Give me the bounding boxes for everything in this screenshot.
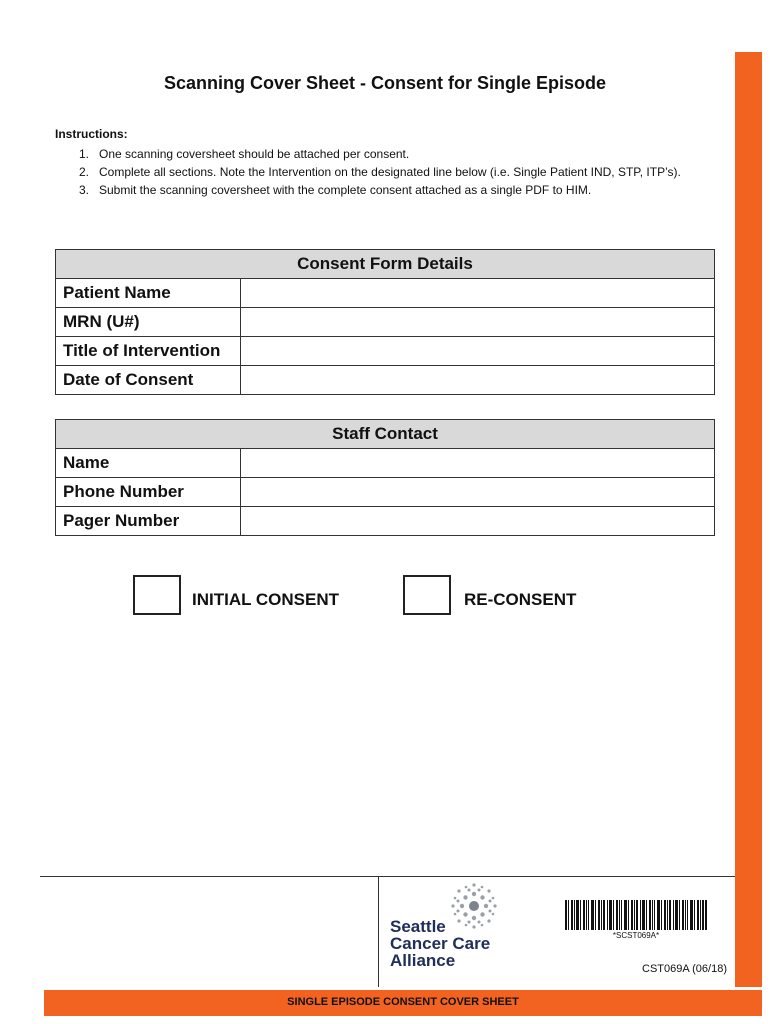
page-title: Scanning Cover Sheet - Consent for Single Episode bbox=[163, 73, 607, 93]
table-row bbox=[56, 337, 715, 366]
logo-wordmark: Seattle Cancer Care Alliance bbox=[390, 917, 491, 970]
consent-form-table bbox=[55, 249, 715, 395]
reconsent-label: RE-CONSENT bbox=[464, 590, 577, 609]
footer-vertical-divider bbox=[378, 876, 379, 987]
initial-consent-checkbox[interactable] bbox=[133, 575, 181, 615]
table-row bbox=[56, 308, 715, 337]
instruction-item: 2. Complete all sections. Note the Intervention on the designated line below (i.e. Single Patient IND, STP, ITP’s). bbox=[78, 165, 681, 179]
staff-contact-table bbox=[55, 419, 715, 536]
patient-name-field[interactable] bbox=[241, 279, 715, 308]
staff-name-label: Name bbox=[56, 449, 241, 478]
table-row bbox=[56, 279, 715, 308]
instructions-label: Instructions: bbox=[55, 127, 128, 141]
mrn-field[interactable] bbox=[241, 308, 715, 337]
form-code: CST069A (06/18) bbox=[642, 963, 727, 975]
patient-name-label: Patient Name bbox=[56, 279, 241, 308]
consent-form-heading: Consent Form Details bbox=[56, 250, 715, 279]
instructions-list bbox=[55, 145, 681, 199]
barcode-icon bbox=[565, 900, 707, 930]
table-row bbox=[56, 507, 715, 536]
consent-date-label: Date of Consent bbox=[56, 366, 241, 395]
footer-title: SINGLE EPISODE CONSENT COVER SHEET bbox=[287, 996, 519, 1008]
footer-divider bbox=[40, 876, 735, 877]
barcode-caption: *SCST069A* bbox=[612, 931, 660, 940]
table-row bbox=[56, 449, 715, 478]
intervention-title-field[interactable] bbox=[241, 337, 715, 366]
staff-contact-heading: Staff Contact bbox=[56, 420, 715, 449]
side-accent-bar bbox=[735, 52, 762, 987]
staff-name-field[interactable] bbox=[241, 449, 715, 478]
table-row bbox=[56, 366, 715, 395]
instruction-item: 1. One scanning coversheet should be attached per consent. bbox=[78, 147, 410, 161]
pager-number-field[interactable] bbox=[241, 507, 715, 536]
phone-number-field[interactable] bbox=[241, 478, 715, 507]
pager-number-label: Pager Number bbox=[56, 507, 241, 536]
phone-number-label: Phone Number bbox=[56, 478, 241, 507]
intervention-title-label: Title of Intervention bbox=[56, 337, 241, 366]
initial-consent-label: INITIAL CONSENT bbox=[192, 590, 340, 609]
consent-date-field[interactable] bbox=[241, 366, 715, 395]
mrn-label: MRN (U#) bbox=[56, 308, 241, 337]
table-row bbox=[56, 478, 715, 507]
reconsent-checkbox[interactable] bbox=[403, 575, 451, 615]
instruction-item: 3. Submit the scanning coversheet with the complete consent attached as a single PDF to HIM. bbox=[78, 183, 592, 197]
